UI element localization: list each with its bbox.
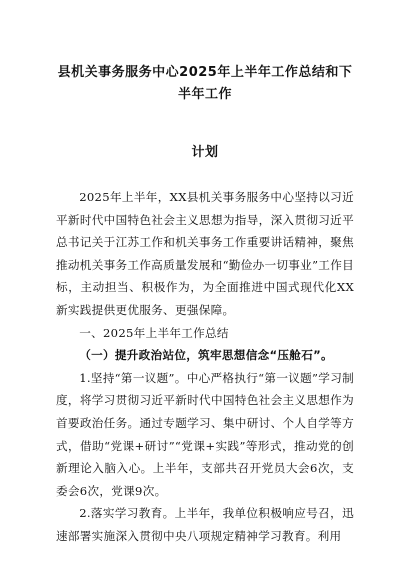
subsection-heading: （一）提升政治站位，筑牢思想信念“压舱石”。 — [79, 348, 333, 363]
item-paragraph-2: 2.落实学习教育。上半年，我单位积极响应号召，迅速部署实施深入贯彻中央八项规定精神学习教育。利用 — [56, 506, 354, 543]
document-body — [56, 186, 354, 548]
section-heading: 一、2025年上半年工作总结 — [79, 325, 229, 340]
document-title-line1: 县机关事务服务中心2025年上半年工作总结和下半年工作 — [57, 65, 353, 102]
document-title-line2: 计划 — [191, 145, 219, 160]
item-paragraph-1: 1.坚持“第一议题”。中心严格执行“第一议题”学习制度，将学习贯彻习近平新时代中国特色社会主义思想作为首要政治任务。通过专题学习、集中研讨、个人自学等方式，借助“党课+研讨”“党课+实践”等形式，推动党的创新理论入脑入心。上半年，支部共召开党员大会6次，支委会6次，党课9次。 — [56, 370, 354, 498]
intro-paragraph: 2025年上半年，XX县机关事务服务中心坚持以习近平新时代中国特色社会主义思想为指导，深入贯彻习近平总书记关于江苏工作和机关事务工作重要讲话精神，聚焦推动机关事务工作高质量发展和“勤俭办一切事业”工作目标，主动担当、积极作为，为全面推进中国式现代化XX新实践提供更优服务、更强保障。 — [56, 190, 354, 317]
